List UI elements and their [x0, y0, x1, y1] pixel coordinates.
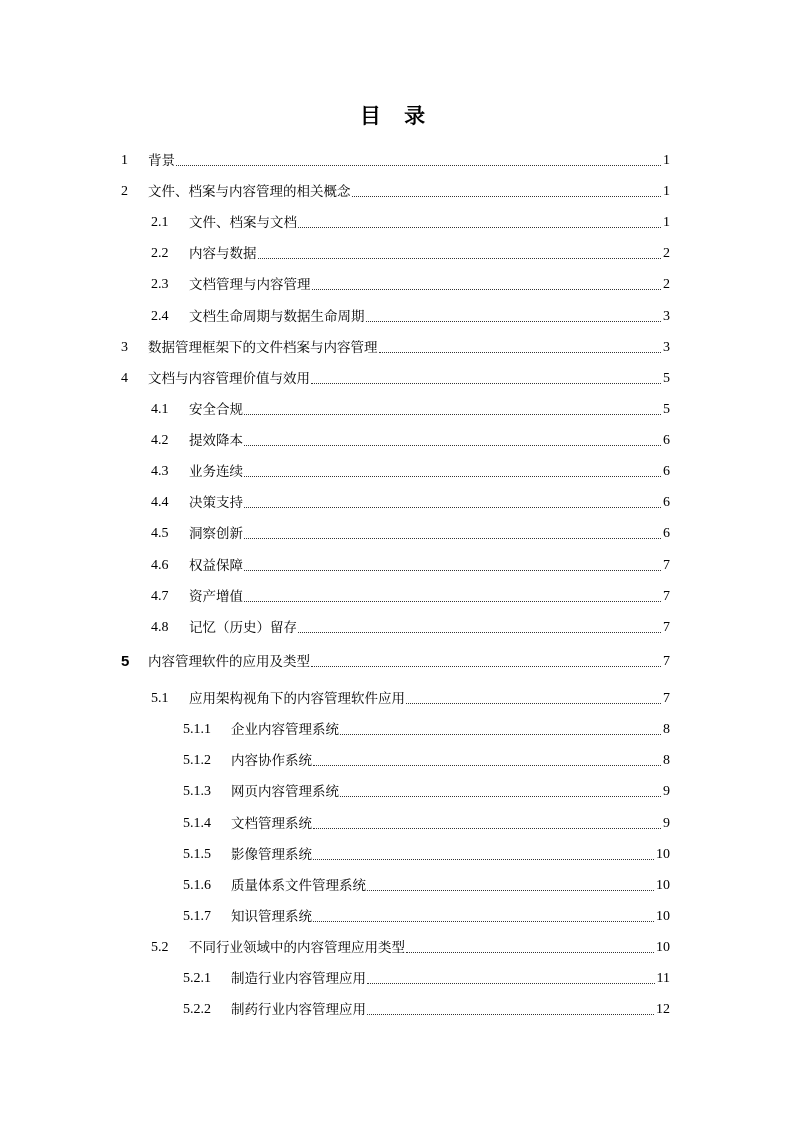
toc-entry-title: 网页内容管理系统	[231, 784, 339, 800]
toc-leader	[244, 600, 661, 602]
toc-entry-page: 7	[663, 654, 670, 669]
toc-entry-title: 文件、档案与文档	[189, 215, 297, 231]
toc-entry-title: 数据管理框架下的文件档案与内容管理	[148, 340, 378, 356]
toc-entry-number: 4.1	[151, 402, 169, 417]
toc-entry-page: 1	[663, 184, 670, 199]
toc-entry-page: 5	[663, 402, 670, 417]
toc-entry-title: 提效降本	[189, 433, 243, 449]
toc-entry-page: 7	[663, 589, 670, 604]
toc-entry-number: 5.2	[151, 940, 169, 955]
toc-leader	[312, 288, 662, 290]
toc-entry-title: 制造行业内容管理应用	[231, 971, 366, 987]
toc-leader	[244, 475, 661, 477]
toc-entry-page: 11	[656, 971, 670, 986]
toc-entry-page: 7	[663, 620, 670, 635]
toc-entry-number: 5	[121, 653, 130, 670]
toc-leader	[367, 982, 655, 984]
toc-entry-number: 5.2.2	[183, 1002, 211, 1017]
toc-leader	[313, 858, 654, 860]
toc-entry-number: 4.3	[151, 464, 169, 479]
toc-leader	[298, 631, 661, 633]
toc-entry-title: 权益保障	[189, 558, 243, 574]
toc-leader	[406, 702, 661, 704]
toc-entry-title: 企业内容管理系统	[231, 722, 339, 738]
toc-entry-number: 1	[121, 153, 128, 168]
toc-entry-title: 资产增值	[189, 589, 243, 605]
toc-entry-title: 记忆（历史）留存	[189, 620, 297, 636]
toc-entry-page: 10	[656, 940, 670, 955]
toc-entry-number: 5.1	[151, 691, 169, 706]
toc-entry[interactable]	[183, 998, 670, 1018]
toc-leader	[311, 665, 661, 667]
toc-entry[interactable]	[151, 491, 670, 511]
toc-entry-number: 4.6	[151, 558, 169, 573]
toc-entry-page: 7	[663, 558, 670, 573]
toc-leader	[406, 951, 654, 953]
toc-leader	[313, 827, 661, 829]
toc-entry-page: 12	[656, 1002, 670, 1017]
toc-entry-number: 4.8	[151, 620, 169, 635]
toc-entry-title: 不同行业领域中的内容管理应用类型	[189, 940, 405, 956]
toc-entry[interactable]	[183, 874, 670, 894]
toc-entry-page: 9	[663, 784, 670, 799]
toc-entry[interactable]	[151, 522, 670, 542]
toc-leader	[176, 164, 661, 166]
toc-entry-title: 文件、档案与内容管理的相关概念	[148, 184, 351, 200]
toc-entry-page: 2	[663, 246, 670, 261]
toc-entry-title: 文档管理系统	[231, 816, 312, 832]
toc-entry-page: 10	[656, 878, 670, 893]
toc-entry-page: 6	[663, 464, 670, 479]
toc-entry-number: 5.1.1	[183, 722, 211, 737]
toc-entry-title: 安全合规	[189, 402, 243, 418]
toc-entry-title: 洞察创新	[189, 526, 243, 542]
toc-entry[interactable]	[183, 812, 670, 832]
toc-entry-page: 8	[663, 753, 670, 768]
toc-leader	[244, 444, 661, 446]
toc-entry-title: 质量体系文件管理系统	[231, 878, 366, 894]
toc-entry[interactable]	[183, 905, 670, 925]
toc-entry[interactable]	[121, 180, 670, 200]
toc-entry[interactable]	[151, 242, 670, 262]
toc-entry-number: 5.1.4	[183, 816, 211, 831]
toc-entry[interactable]	[121, 336, 670, 356]
toc-entry-title: 影像管理系统	[231, 847, 312, 863]
toc-entry-number: 5.1.6	[183, 878, 211, 893]
toc-entry-title: 文档生命周期与数据生命周期	[189, 309, 365, 325]
toc-entry-number: 2.1	[151, 215, 169, 230]
toc-entry-page: 3	[663, 340, 670, 355]
toc-leader	[313, 764, 661, 766]
toc-entry[interactable]	[151, 429, 670, 449]
toc-entry-number: 5.1.7	[183, 909, 211, 924]
toc-leader	[340, 795, 661, 797]
toc-title: 目 录	[359, 104, 434, 128]
toc-leader	[244, 506, 661, 508]
toc-entry[interactable]	[183, 780, 670, 800]
toc-leader	[367, 1013, 654, 1015]
toc-leader	[379, 351, 662, 353]
toc-leader	[298, 226, 661, 228]
toc-leader	[244, 413, 661, 415]
toc-entry-number: 2.4	[151, 309, 169, 324]
toc-entry[interactable]	[151, 460, 670, 480]
toc-entry-title: 内容协作系统	[231, 753, 312, 769]
toc-entry-title: 业务连续	[189, 464, 243, 480]
toc-entry-page: 3	[663, 309, 670, 324]
toc-entry-title: 知识管理系统	[231, 909, 312, 925]
toc-entry-number: 5.1.2	[183, 753, 211, 768]
toc-entry[interactable]	[151, 273, 670, 293]
toc-leader	[313, 920, 654, 922]
toc-entry-number: 5.1.3	[183, 784, 211, 799]
toc-entry[interactable]	[121, 650, 670, 670]
toc-entry-title: 内容管理软件的应用及类型	[148, 654, 310, 670]
toc-entry-page: 7	[663, 691, 670, 706]
toc-entry[interactable]	[121, 149, 670, 169]
toc-entry-page: 5	[663, 371, 670, 386]
toc-entry-number: 2.3	[151, 277, 169, 292]
toc-entry[interactable]	[151, 398, 670, 418]
toc-entry-number: 4	[121, 371, 128, 386]
toc-leader	[340, 733, 661, 735]
toc-entry-number: 5.2.1	[183, 971, 211, 986]
toc-leader	[311, 382, 661, 384]
toc-entry[interactable]	[183, 718, 670, 738]
toc-entry-page: 6	[663, 433, 670, 448]
toc-entry-number: 5.1.5	[183, 847, 211, 862]
toc-entry-page: 9	[663, 816, 670, 831]
toc-entry[interactable]	[183, 749, 670, 769]
toc-entry[interactable]	[151, 936, 670, 956]
toc-entry-number: 2	[121, 184, 128, 199]
toc-entry[interactable]	[151, 687, 670, 707]
toc-entry[interactable]	[183, 967, 670, 987]
toc-entry-number: 2.2	[151, 246, 169, 261]
toc-leader	[244, 569, 661, 571]
toc-entry-title: 决策支持	[189, 495, 243, 511]
toc-leader	[367, 889, 654, 891]
toc-entry-page: 8	[663, 722, 670, 737]
toc-entry-page: 6	[663, 526, 670, 541]
toc-entry-title: 内容与数据	[189, 246, 257, 262]
toc-leader	[244, 537, 661, 539]
toc-leader	[366, 320, 662, 322]
toc-entry-page: 10	[656, 847, 670, 862]
toc-entry-number: 3	[121, 340, 128, 355]
toc-entry[interactable]	[151, 305, 670, 325]
toc-entry-title: 背景	[148, 153, 175, 169]
toc-entry[interactable]	[151, 585, 670, 605]
toc-entry-number: 4.2	[151, 433, 169, 448]
toc-entry-title: 文档管理与内容管理	[189, 277, 311, 293]
toc-leader	[258, 257, 662, 259]
toc-entry-number: 4.7	[151, 589, 169, 604]
toc-entry-page: 1	[663, 153, 670, 168]
toc-entry-title: 文档与内容管理价值与效用	[148, 371, 310, 387]
toc-entry-title: 制药行业内容管理应用	[231, 1002, 366, 1018]
toc-entry-page: 2	[663, 277, 670, 292]
toc-entry[interactable]	[121, 367, 670, 387]
toc-entry[interactable]	[183, 843, 670, 863]
toc-entry-page: 10	[656, 909, 670, 924]
toc-entry[interactable]	[151, 211, 670, 231]
toc-entry-page: 6	[663, 495, 670, 510]
toc-entry[interactable]	[151, 616, 670, 636]
toc-entry-number: 4.4	[151, 495, 169, 510]
toc-entry-page: 1	[663, 215, 670, 230]
toc-entry-number: 4.5	[151, 526, 169, 541]
toc-entry-title: 应用架构视角下的内容管理软件应用	[189, 691, 405, 707]
toc-leader	[352, 195, 662, 197]
toc-entry[interactable]	[151, 554, 670, 574]
